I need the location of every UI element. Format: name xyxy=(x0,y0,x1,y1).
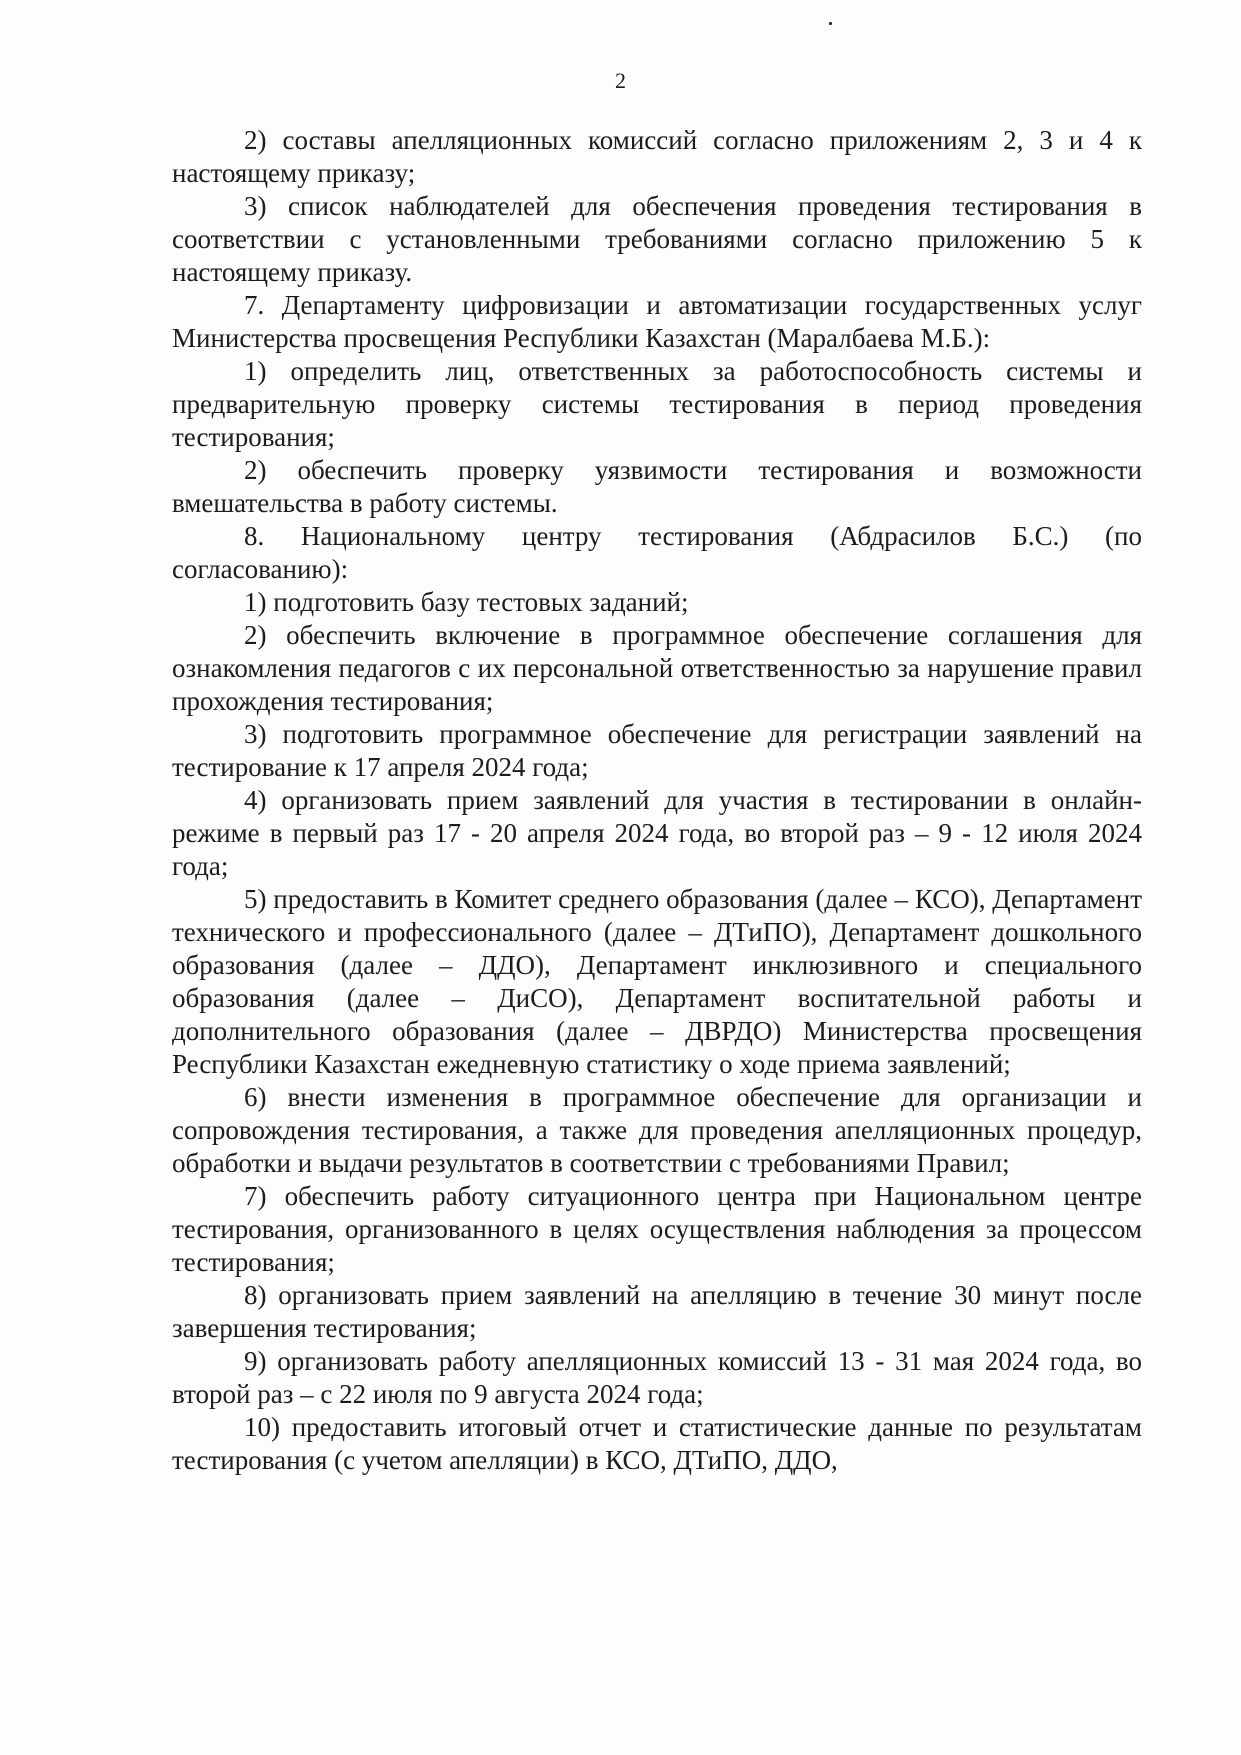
paragraph: 2) составы апелляционных комиссий согласно приложениям 2, 3 и 4 к настоящему приказу; xyxy=(172,125,1142,188)
paragraph: 4) организовать прием заявлений для участия в тестировании в онлайн-режиме в первый раз 17 - 20 апреля 2024 года, во второй раз – 9 - 12 июля 2024 года; xyxy=(172,785,1142,881)
paragraph: 2) обеспечить проверку уязвимости тестирования и возможности вмешательства в работу системы. xyxy=(172,455,1142,518)
paragraph: 7. Департаменту цифровизации и автоматизации государственных услуг Министерства просвещения Республики Казахстан (Маралбаева М.Б.): xyxy=(172,290,1142,353)
paragraph: 5) предоставить в Комитет среднего образования (далее – КСО), Департамент технического и профессионального (далее – ДТиПО), Департамент дошкольного образования (далее – ДДО), Департамент инклюзивного и специального образования (далее – ДиСО), Департамент воспитательной работы и дополнительного образования (далее – ДВРДО) Министерства просвещения Республики Казахстан ежедневную статистику о ходе приема заявлений; xyxy=(172,884,1142,1079)
paragraph: 8. Национальному центру тестирования (Абдрасилов Б.С.) (по согласованию): xyxy=(172,521,1142,584)
paragraph: 3) подготовить программное обеспечение для регистрации заявлений на тестирование к 17 апреля 2024 года; xyxy=(172,719,1142,782)
paragraph: 10) предоставить итоговый отчет и статистические данные по результатам тестирования (с учетом апелляции) в КСО, ДТиПО, ДДО, xyxy=(172,1412,1142,1475)
paragraph: 9) организовать работу апелляционных комиссий 13 - 31 мая 2024 года, во второй раз – с 22 июля по 9 августа 2024 года; xyxy=(172,1346,1142,1409)
page-number: 2 xyxy=(615,68,626,93)
paragraph: 6) внести изменения в программное обеспечение для организации и сопровождения тестирования, а также для проведения апелляционных процедур, обработки и выдачи результатов в соответствии с требованиями Правил; xyxy=(172,1082,1142,1178)
paragraph: 3) список наблюдателей для обеспечения проведения тестирования в соответствии с установленными требованиями согласно приложению 5 к настоящему приказу. xyxy=(172,191,1142,287)
paragraph: 8) организовать прием заявлений на апелляцию в течение 30 минут после завершения тестирования; xyxy=(172,1280,1142,1343)
paragraph: 1) подготовить базу тестовых заданий; xyxy=(244,587,689,617)
document-body xyxy=(172,124,1142,1477)
paragraph: 2) обеспечить включение в программное обеспечение соглашения для ознакомления педагогов с их персональной ответственностью за нарушение правил прохождения тестирования; xyxy=(172,620,1142,716)
paragraph: 1) определить лиц, ответственных за работоспособность системы и предварительную проверку системы тестирования в период проведения тестирования; xyxy=(172,356,1142,452)
scan-mark xyxy=(829,22,832,25)
paragraph: 7) обеспечить работу ситуационного центра при Национальном центре тестирования, организованного в целях осуществления наблюдения за процессом тестирования; xyxy=(172,1181,1142,1277)
